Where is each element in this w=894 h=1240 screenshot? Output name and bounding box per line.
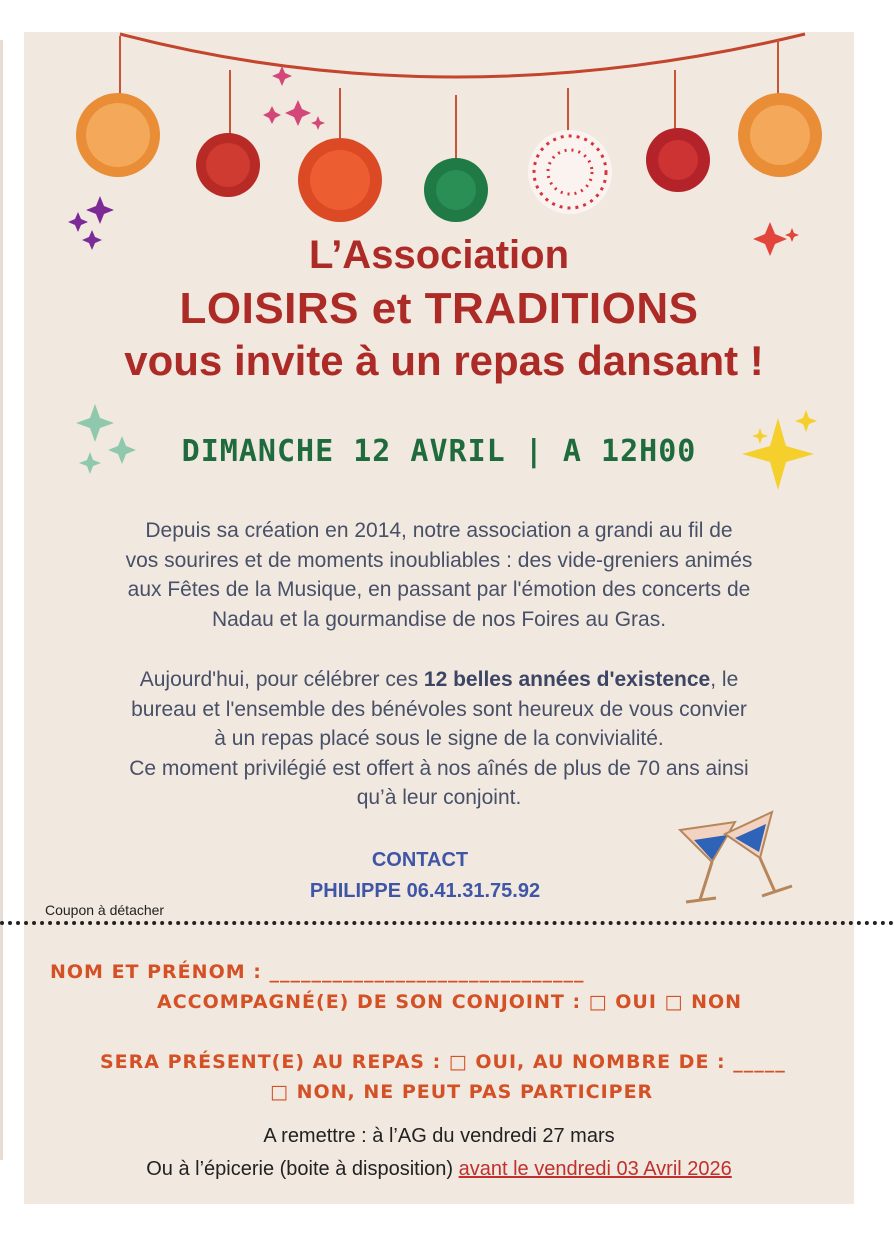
- event-date-time: DIMANCHE 12 AVRIL | A 12H00: [181, 434, 697, 469]
- form-attendance-field: SERA PRÉSENT(E) AU REPAS : □ OUI, AU NOMBRE DE : _____: [100, 1051, 786, 1073]
- intro-highlight: 12 belles années d'existence: [423, 668, 711, 691]
- return-deadline: avant le vendredi 03 Avril 2026: [458, 1158, 732, 1180]
- intro-line: bureau et l'ensemble des bénévoles sont heureux de vous convier: [131, 697, 747, 721]
- intro-line: à un repas placé sous le signe de la convivialité.: [214, 727, 664, 750]
- intro-line: Ce moment privilégié est offert à nos aînés de plus de 70 ans ainsi: [129, 756, 749, 780]
- pompom-orange: [76, 93, 160, 177]
- contact-phone: PHILIPPE 06.41.31.75.92: [309, 880, 541, 902]
- return-info-line-1: A remettre : à l’AG du vendredi 27 mars: [263, 1125, 615, 1147]
- intro-line: qu’à leur conjoint.: [356, 786, 522, 809]
- pompom-orange-right: [738, 93, 822, 177]
- pompom-orange-red: [298, 138, 382, 222]
- title-line-2: LOISIRS et TRADITIONS: [179, 284, 699, 333]
- title-line-3: vous invite à un repas dansant !: [124, 337, 764, 384]
- contact-label: CONTACT: [371, 849, 469, 871]
- pompom-red: [196, 133, 260, 197]
- intro-paragraph-2: [24, 665, 854, 813]
- cocktail-glasses: [680, 812, 792, 902]
- garland-string: [120, 34, 805, 77]
- intro-line: vos sourires et de moments inoubliables : des vide-greniers animés: [125, 548, 753, 572]
- intro-line: aux Fêtes de la Musique, en passant par l'émotion des concerts de: [127, 578, 751, 601]
- coupon-label: Coupon à détacher: [45, 902, 165, 918]
- form-name-field: NOM ET PRÉNOM : ______________________________: [50, 961, 585, 983]
- intro-text: Aujourd'hui, pour célébrer ces: [139, 668, 424, 691]
- intro-paragraph-1: [24, 516, 854, 634]
- cut-line: [0, 921, 894, 925]
- intro-line: Depuis sa création en 2014, notre association a grandi au fil de: [145, 519, 733, 542]
- intro-line: Nadau et la gourmandise de nos Foires au Gras.: [211, 607, 667, 631]
- form-decline-field: □ NON, NE PEUT PAS PARTICIPER: [270, 1081, 654, 1103]
- return-info-line-2: [24, 1158, 854, 1181]
- form-spouse-field: ACCOMPAGNÉ(E) DE SON CONJOINT : □ OUI □ NON: [157, 991, 743, 1013]
- return-location: Ou à l’épicerie (boite à disposition): [146, 1158, 459, 1180]
- pompom-white: [528, 130, 612, 214]
- pompom-green: [424, 158, 488, 222]
- pompom-dark-red: [646, 128, 710, 192]
- intro-text: , le: [710, 668, 739, 691]
- intro-line-mixed: [24, 665, 854, 695]
- title-line-1: L’Association: [308, 233, 570, 277]
- sparkle-pink: [263, 66, 325, 130]
